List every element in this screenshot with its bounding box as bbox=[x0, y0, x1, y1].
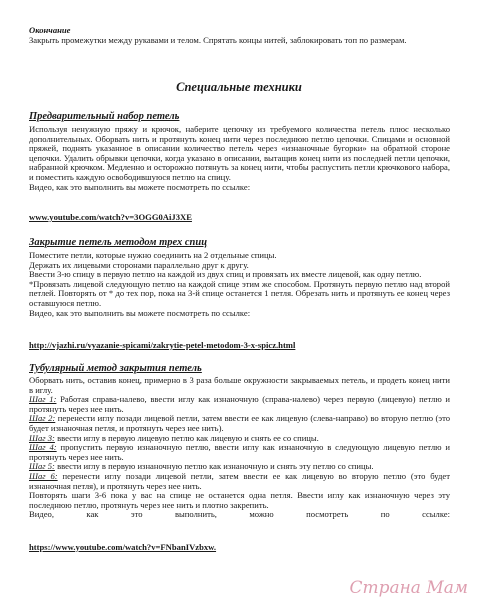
three-needle-line-1: Поместите петли, которые нужно соединить на 2 отдельные спицы. bbox=[29, 250, 277, 260]
step-label: Шаг 4: bbox=[29, 442, 57, 453]
three-needle-heading: Закрытие петель методом трех спиц bbox=[29, 237, 208, 248]
tubular-video-link[interactable]: https://www.youtube.com/watch?v=FNbanIVzbxw. bbox=[29, 542, 217, 552]
video-word: по bbox=[380, 509, 390, 520]
tubular-intro: Оборвать нить, оставив конец, примерно в 3 раза больше окружности закрываемых петель, и продеть конец нити в иглу. bbox=[29, 375, 450, 395]
ending-block bbox=[29, 26, 450, 45]
step-text: перенести иглу позади лицевой петли, затем ввести ее как лицевую во вторую петлю (это будет изнаночная петля), и протянуть через нее нить. bbox=[29, 470, 450, 491]
provisional-body bbox=[29, 125, 450, 192]
video-word: можно bbox=[249, 509, 274, 520]
tubular-repeat: Повторять шаги 3-6 пока у вас на спице не останется одна петля. Ввести иглу как изнаночную через эту последнюю петлю, протянуть через нее нить и плотно закрепить. bbox=[29, 490, 450, 510]
provisional-text: Используя ненужную пряжу и крючок, наберите цепочку из требуемого количества петель плюс несколько дополнительных. Оборвать нить и протянуть конец нити через последнюю петлю цепочки. Спицами и основной пряжей, поднять указанное в описании количество петель через «изнаночные бугорки» на обратной стороне цепочки. Удалить обрывки цепочки, когда указано в описании, вытащив конец нити из последней петли цепочки, набранной крючком. Медленно и осторожно потянуть за конец нити, чтобы распустить петли крючкового набора, и поместить каждую освободившуюся петлю на спицу. bbox=[29, 124, 450, 182]
three-needle-video-link[interactable]: http://vjazhi.ru/vyazanie-spicami/zakrytie-petel-metodom-3-x-spicz.html bbox=[29, 340, 296, 350]
step-text: перенести иглу позади лицевой петли, затем ввести ее как лицевую (слева-направо) во вторую петлю (это будет изнаночная петля, и протянуть через нее нить). bbox=[29, 413, 451, 433]
video-word: это bbox=[130, 509, 143, 520]
tubular-step-2 bbox=[29, 414, 450, 433]
site-watermark: Страна Мам bbox=[349, 578, 468, 598]
tubular-step-1 bbox=[29, 395, 450, 414]
step-label: Шаг 3: bbox=[29, 432, 55, 443]
video-word: посмотреть bbox=[306, 509, 349, 520]
step-text: пропустить первую изнаночную петлю, ввести иглу как изнаночную в следующую лицевую петлю и протянуть через нее нить. bbox=[29, 442, 451, 462]
tubular-step-4 bbox=[29, 443, 450, 462]
video-word: ссылке: bbox=[422, 509, 450, 520]
step-text: Работая справа-налево, ввести иглу как изнаночную (справа-налево) через первую (лицевую) петлю и протянуть через нее нить. bbox=[29, 394, 450, 414]
three-needle-video-text: Видео, как это выполнить вы можете посмотреть по ссылке: bbox=[29, 307, 251, 318]
ending-title: Окончание bbox=[29, 25, 71, 35]
step-label: Шаг 1: bbox=[29, 394, 57, 405]
provisional-heading: Предварительный набор петель bbox=[29, 111, 180, 122]
ending-text: Закрыть промежутки между рукавами и телом. Спрятать концы нитей, заблокировать топ по размерам. bbox=[29, 34, 407, 45]
step-text: ввести иглу в первую лицевую петлю как лицевую и снять ее со спицы. bbox=[54, 432, 319, 443]
step-label: Шаг 5: bbox=[29, 461, 55, 472]
step-label: Шаг 2: bbox=[29, 413, 56, 424]
three-needle-line-3: Ввести 3-ю спицу в первую петлю на каждой из двух спиц и провязать их вместе лицевой, как одну петлю. bbox=[29, 269, 422, 280]
tubular-video-text bbox=[29, 510, 450, 520]
three-needle-line-4: *Провязать лицевой следующую петлю на каждой спице этим же способом. Протянуть первую петлю над второй петлей. Повторять от * до тех пор, пока на 3-й спице останется 1 петля. Обрезать нить и протянуть ее конец через оставшуюся петлю. bbox=[29, 278, 450, 308]
tubular-step-6 bbox=[29, 472, 450, 491]
provisional-video-link[interactable]: www.youtube.com/watch?v=3OGG0AiJ3XE bbox=[29, 212, 192, 222]
video-word: как bbox=[86, 509, 99, 520]
three-needle-body bbox=[29, 251, 450, 318]
three-needle-line-2: Держать их лицевыми сторонами параллельно друг к другу. bbox=[29, 259, 249, 270]
video-word: Видео, bbox=[29, 509, 54, 520]
step-label: Шаг 6: bbox=[29, 470, 58, 481]
video-word: выполнить, bbox=[174, 509, 217, 520]
special-techniques-title: Специальные техники bbox=[176, 80, 302, 94]
tubular-heading: Тубулярный метод закрытия петель bbox=[29, 363, 202, 374]
tubular-body bbox=[29, 376, 450, 520]
provisional-video-text: Видео, как это выполнить вы можете посмотреть по ссылке: bbox=[29, 181, 251, 192]
step-text: ввести иглу в первую изнаночную петлю как изнаночную и снять эту петлю со спицы. bbox=[54, 461, 374, 472]
